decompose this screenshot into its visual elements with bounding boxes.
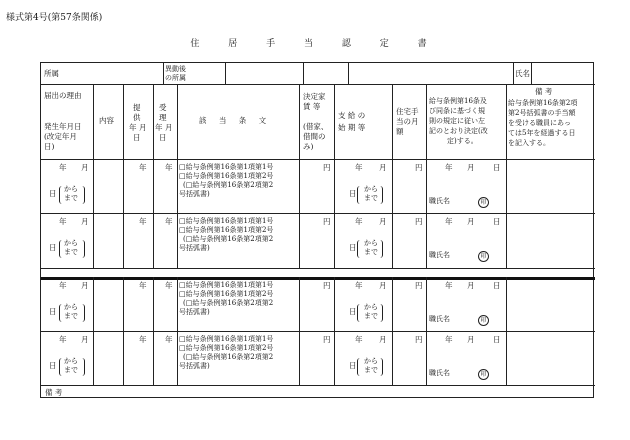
juri-2: 理 [159,113,167,122]
jourei-2: □給与条例第16条第1項第2号 [179,226,274,234]
shikyu-hi: 日 [349,243,357,252]
teikyou-5: 日 [133,133,141,142]
teikyou-nen: 年 [139,335,147,344]
jutaku-label-2: 当の月 [396,117,419,126]
juri-1: 受 [159,103,167,112]
kettei-hi: 日 [493,163,501,172]
jourei-4: 号括弧書) [179,308,210,316]
jourei-2: □給与条例第16条第1項第2号 [179,290,274,298]
hassei-made: まで [64,312,78,320]
bracket-close [379,304,383,322]
kettei-label-5: み) [303,142,314,151]
kyuyo-label-2: び同条に基づく規 [429,107,485,115]
bracket-open [59,240,63,258]
bikou-header: 備 考 [535,87,553,96]
bracket-open [357,186,361,204]
seal-mark: 印 [478,251,489,262]
bracket-open [357,304,361,322]
kettei-nen: 年 [445,281,453,290]
shikyu-nen: 年 [355,281,363,290]
bikou-note-2: 第2号括弧書の手当額 [508,109,576,117]
kettei-label-1: 決定家 [303,92,326,101]
kettei-hi: 日 [493,217,501,226]
shikyu-nen: 年 [355,335,363,344]
hassei-kara: から [64,239,78,247]
kettei-hi: 日 [493,335,501,344]
shikyu-kara: から [364,357,378,365]
hassei-kara: から [64,185,78,193]
hassei-tsuki: 月 [81,217,89,226]
hassei-kara: から [64,357,78,365]
shikyu-kara: から [364,185,378,193]
juri-nen: 年 [165,163,173,172]
shokushimei: 職氏名 [429,197,450,205]
jourei-3: (□給与条例第16条第2項第2 [183,353,274,361]
jutaku-label-1: 住宅手 [396,107,419,116]
naiyou-label: 内容 [99,116,114,125]
shikyu-made: まで [364,248,378,256]
kettei-hi: 日 [493,281,501,290]
jourei-4: 号括弧書) [179,244,210,252]
juri-nen: 年 [165,281,173,290]
kettei-tsuki: 月 [467,163,475,172]
hassei-tsuki: 月 [81,281,89,290]
kettei-nen: 年 [445,163,453,172]
juri-4: 月 [165,123,173,132]
kettei-nen: 年 [445,335,453,344]
shikyu-nen: 年 [355,217,363,226]
hassei-hi: 日 [49,307,57,316]
kyuyo-label-3: 則の規定に従い左 [429,117,485,125]
bracket-open [357,358,361,376]
kettei-tsuki: 月 [467,217,475,226]
jourei-3: (□給与条例第16条第2項第2 [183,181,274,189]
kettei-en: 円 [323,335,331,344]
bracket-close [81,240,85,258]
hassei-label-3: 日) [44,142,55,151]
seal-mark: 印 [478,197,489,208]
hassei-hi: 日 [49,189,57,198]
shozoku-label: 所属 [44,69,59,78]
gaitou-label: 該 当 条 文 [199,116,267,125]
jutaku-en: 円 [415,163,423,172]
bikou-note-5: を記入する。 [508,139,550,147]
kettei-en: 円 [323,163,331,172]
hassei-nen: 年 [59,217,67,226]
jourei-2: □給与条例第16条第1項第2号 [179,344,274,352]
todoke-riyuu-label: 届出の理由 [44,91,82,100]
teikyou-nen: 年 [139,163,147,172]
jourei-3: (□給与条例第16条第2項第2 [183,235,274,243]
hassei-tsuki: 月 [81,163,89,172]
shikyu-tsuki: 月 [379,217,387,226]
bracket-close [81,186,85,204]
jourei-1: □給与条例第16条第1項第1号 [179,217,274,225]
jourei-2: □給与条例第16条第1項第2号 [179,172,274,180]
jutaku-en: 円 [415,217,423,226]
kettei-en: 円 [323,217,331,226]
jourei-3: (□給与条例第16条第2項第2 [183,299,274,307]
kyuyo-label-1: 給与条例第16条及 [429,97,487,105]
hassei-nen: 年 [59,335,67,344]
bracket-open [357,240,361,258]
kettei-label-4: 借間の [303,132,326,141]
kyuyo-label-5: 定)する。 [447,137,478,145]
shikyu-made: まで [364,312,378,320]
jutaku-label-3: 額 [396,127,404,136]
bracket-close [81,358,85,376]
juri-3: 年 [155,123,163,132]
kyuyo-label-4: 記のとおり決定(改 [429,127,488,135]
shikyu-tsuki: 月 [379,335,387,344]
shimei-label: 氏名 [515,69,530,78]
bracket-close [379,186,383,204]
hassei-hi: 日 [49,243,57,252]
hassei-made: まで [64,366,78,374]
teikyou-1: 提 [133,103,141,112]
hassei-kara: から [64,303,78,311]
kettei-en: 円 [323,281,331,290]
bikou-note-3: を受ける職員にあっ [508,119,571,127]
teikyou-4: 月 [139,123,147,132]
hassei-made: まで [64,248,78,256]
bracket-open [59,358,63,376]
jutaku-en: 円 [415,281,423,290]
hassei-label-2: (改定年月 [44,132,77,141]
jutaku-en: 円 [415,335,423,344]
hassei-label-1: 発生年月日 [44,122,82,131]
shikyu-nen: 年 [355,163,363,172]
shikyu-label-2: 始 期 等 [338,123,366,132]
teikyou-nen: 年 [139,281,147,290]
shokushimei: 職氏名 [429,251,450,259]
bracket-open [59,186,63,204]
juri-5: 日 [159,133,167,142]
bikou-note-4: ては5年を経過する日 [508,129,576,137]
hassei-hi: 日 [49,361,57,370]
shikyu-kara: から [364,303,378,311]
footer-bikou: 備 考 [45,388,63,397]
kettei-tsuki: 月 [467,335,475,344]
seal-mark: 印 [478,315,489,326]
jourei-4: 号括弧書) [179,362,210,370]
shikyu-tsuki: 月 [379,163,387,172]
shikyu-hi: 日 [349,361,357,370]
idougo-label-2: の所属 [165,74,186,82]
shikyu-made: まで [364,194,378,202]
jourei-1: □給与条例第16条第1項第1号 [179,281,274,289]
bracket-close [81,304,85,322]
shikyu-made: まで [364,366,378,374]
kettei-label-2: 賃 等 [303,102,321,111]
jourei-4: 号括弧書) [179,190,210,198]
hassei-nen: 年 [59,163,67,172]
shikyu-label-1: 支 給 の [338,111,366,120]
hassei-nen: 年 [59,281,67,290]
form-table [40,62,594,398]
form-number: 様式第4号(第57条関係) [6,13,103,23]
page-title: 住 居 手 当 認 定 書 [190,39,440,49]
jourei-1: □給与条例第16条第1項第1号 [179,163,274,171]
teikyou-2: 供 [133,113,141,122]
bikou-note-1: 給与条例第16条第2項 [508,99,578,107]
shikyu-tsuki: 月 [379,281,387,290]
shikyu-kara: から [364,239,378,247]
shikyu-hi: 日 [349,189,357,198]
bracket-open [59,304,63,322]
kettei-label-3: (借家、 [303,122,329,131]
shokushimei: 職氏名 [429,369,450,377]
idougo-label-1: 異動後 [165,65,186,73]
kettei-nen: 年 [445,217,453,226]
hassei-made: まで [64,194,78,202]
hassei-tsuki: 月 [81,335,89,344]
kettei-tsuki: 月 [467,281,475,290]
jourei-1: □給与条例第16条第1項第1号 [179,335,274,343]
seal-mark: 印 [478,369,489,380]
bracket-close [379,358,383,376]
shokushimei: 職氏名 [429,315,450,323]
teikyou-nen: 年 [139,217,147,226]
juri-nen: 年 [165,335,173,344]
teikyou-3: 年 [129,123,137,132]
bracket-close [379,240,383,258]
juri-nen: 年 [165,217,173,226]
shikyu-hi: 日 [349,307,357,316]
